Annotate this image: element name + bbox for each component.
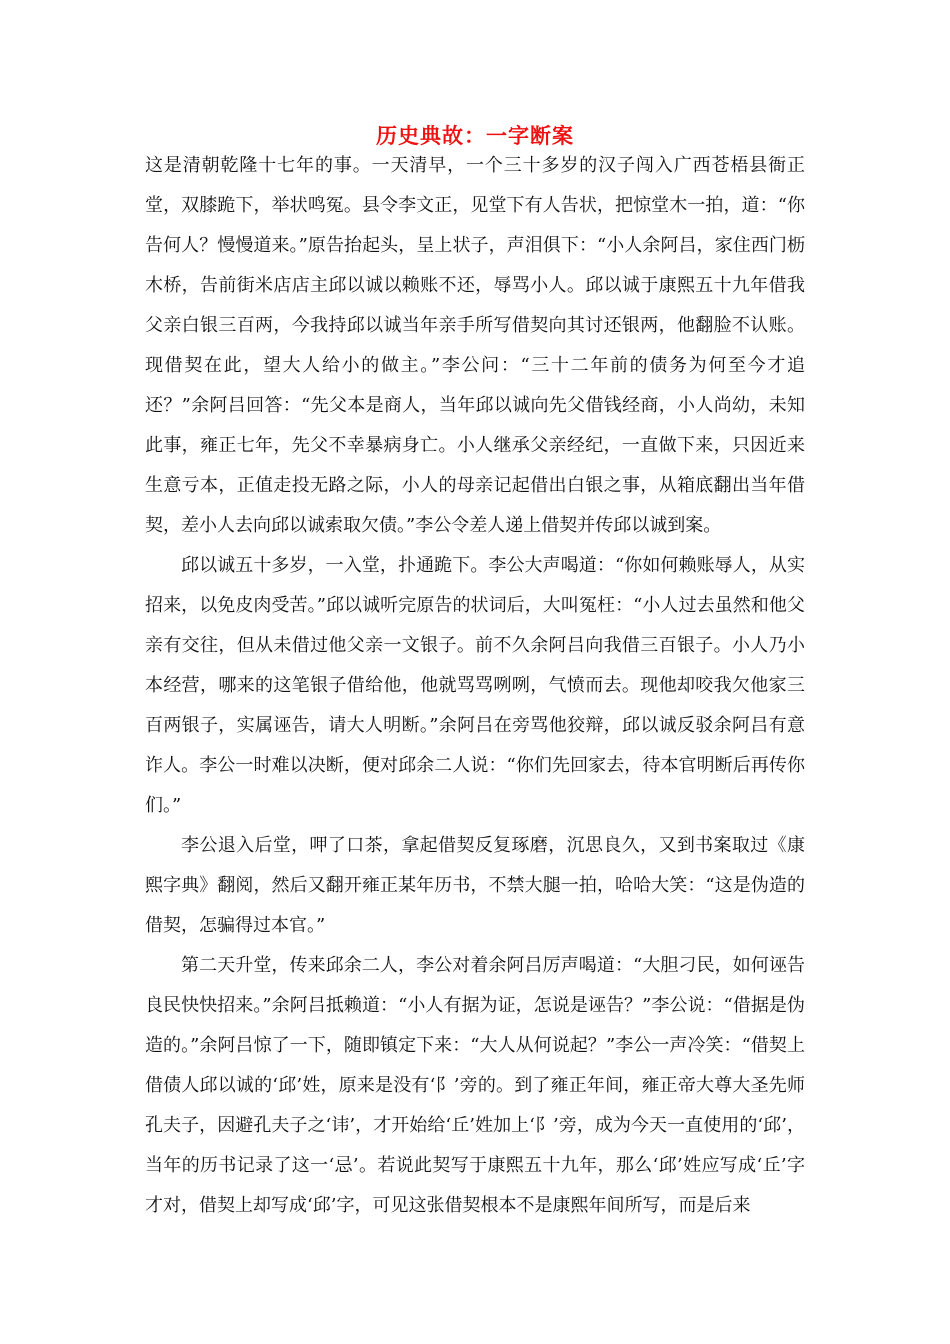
document-body bbox=[145, 146, 805, 1226]
paragraph-3: 李公退入后堂，呷了口茶，拿起借契反复琢磨，沉思良久，又到书案取过《康熙字典》翻阅，然后又翻开雍正某年历书，不禁大腿一拍，哈哈大笑：“这是伪造的借契，怎骗得过本官。” bbox=[145, 835, 805, 936]
document-title: 历史典故：一字断案 bbox=[376, 124, 574, 148]
paragraph-1: 这是清朝乾隆十七年的事。一天清早，一个三十多岁的汉子闯入广西苍梧县衙正堂，双膝跪下，举状鸣冤。县令李文正，见堂下有人告状，把惊堂木一拍，道：“你告何人？慢慢道来。”原告抬起头，呈上状子，声泪俱下：“小人余阿吕，家住西门枥木桥，告前街米店店主邱以诚以赖账不还，辱骂小人。邱以诚于康熙五十九年借我父亲白银三百两，今我持邱以诚当年亲手所写借契向其讨还银两，他翻脸不认账。现借契在此，望大人给小的做主。”李公问：“三十二年前的债务为何至今才追还？”余阿吕回答：“先父本是商人，当年邱以诚向先父借钱经商，小人尚幼，未知此事，雍正七年，先父不幸暴病身亡。小人继承父亲经纪，一直做下来，只因近来生意亏本，正值走投无路之际，小人的母亲记起借出白银之事，从箱底翻出当年借契，差小人去向邱以诚索取欠债。”李公令差人递上借契并传邱以诚到案。 bbox=[145, 155, 805, 536]
paragraph-2: 邱以诚五十多岁，一入堂，扑通跪下。李公大声喝道：“你如何赖账辱人，从实招来，以免皮肉受苦。”邱以诚听完原告的状词后，大叫冤枉：“小人过去虽然和他父亲有交往，但从未借过他父亲一文银子。前不久余阿吕向我借三百银子。小人乃小本经营，哪来的这笔银子借给他，他就骂骂咧咧，气愤而去。现他却咬我欠他家三百两银子，实属诬告，请大人明断。”余阿吕在旁骂他狡辩，邱以诚反驳余阿吕有意诈人。李公一时难以决断，便对邱余二人说：“你们先回家去，待本官明断后再传你们。” bbox=[145, 555, 805, 816]
paragraph-4: 第二天升堂，传来邱余二人，李公对着余阿吕厉声喝道：“大胆刁民，如何诬告良民快快招来。”余阿吕抵赖道：“小人有据为证，怎说是诬告？”李公说：“借据是伪造的。”余阿吕惊了一下，随即镇定下来：“大人从何说起？”李公一声冷笑：“借契上借债人邱以诚的‘邱’姓，原来是没有‘阝’旁的。到了雍正年间，雍正帝大尊大圣先师孔夫子，因避孔夫子之‘讳’，才开始给‘丘’姓加上‘阝’旁，成为今天一直使用的‘邱’，当年的历书记录了这一‘忌’。若说此契写于康熙五十九年，那么‘邱’姓应写成‘丘’字才对，借契上却写成‘邱’字，可见这张借契根本不是康熙年间所写，而是后来 bbox=[145, 955, 805, 1216]
